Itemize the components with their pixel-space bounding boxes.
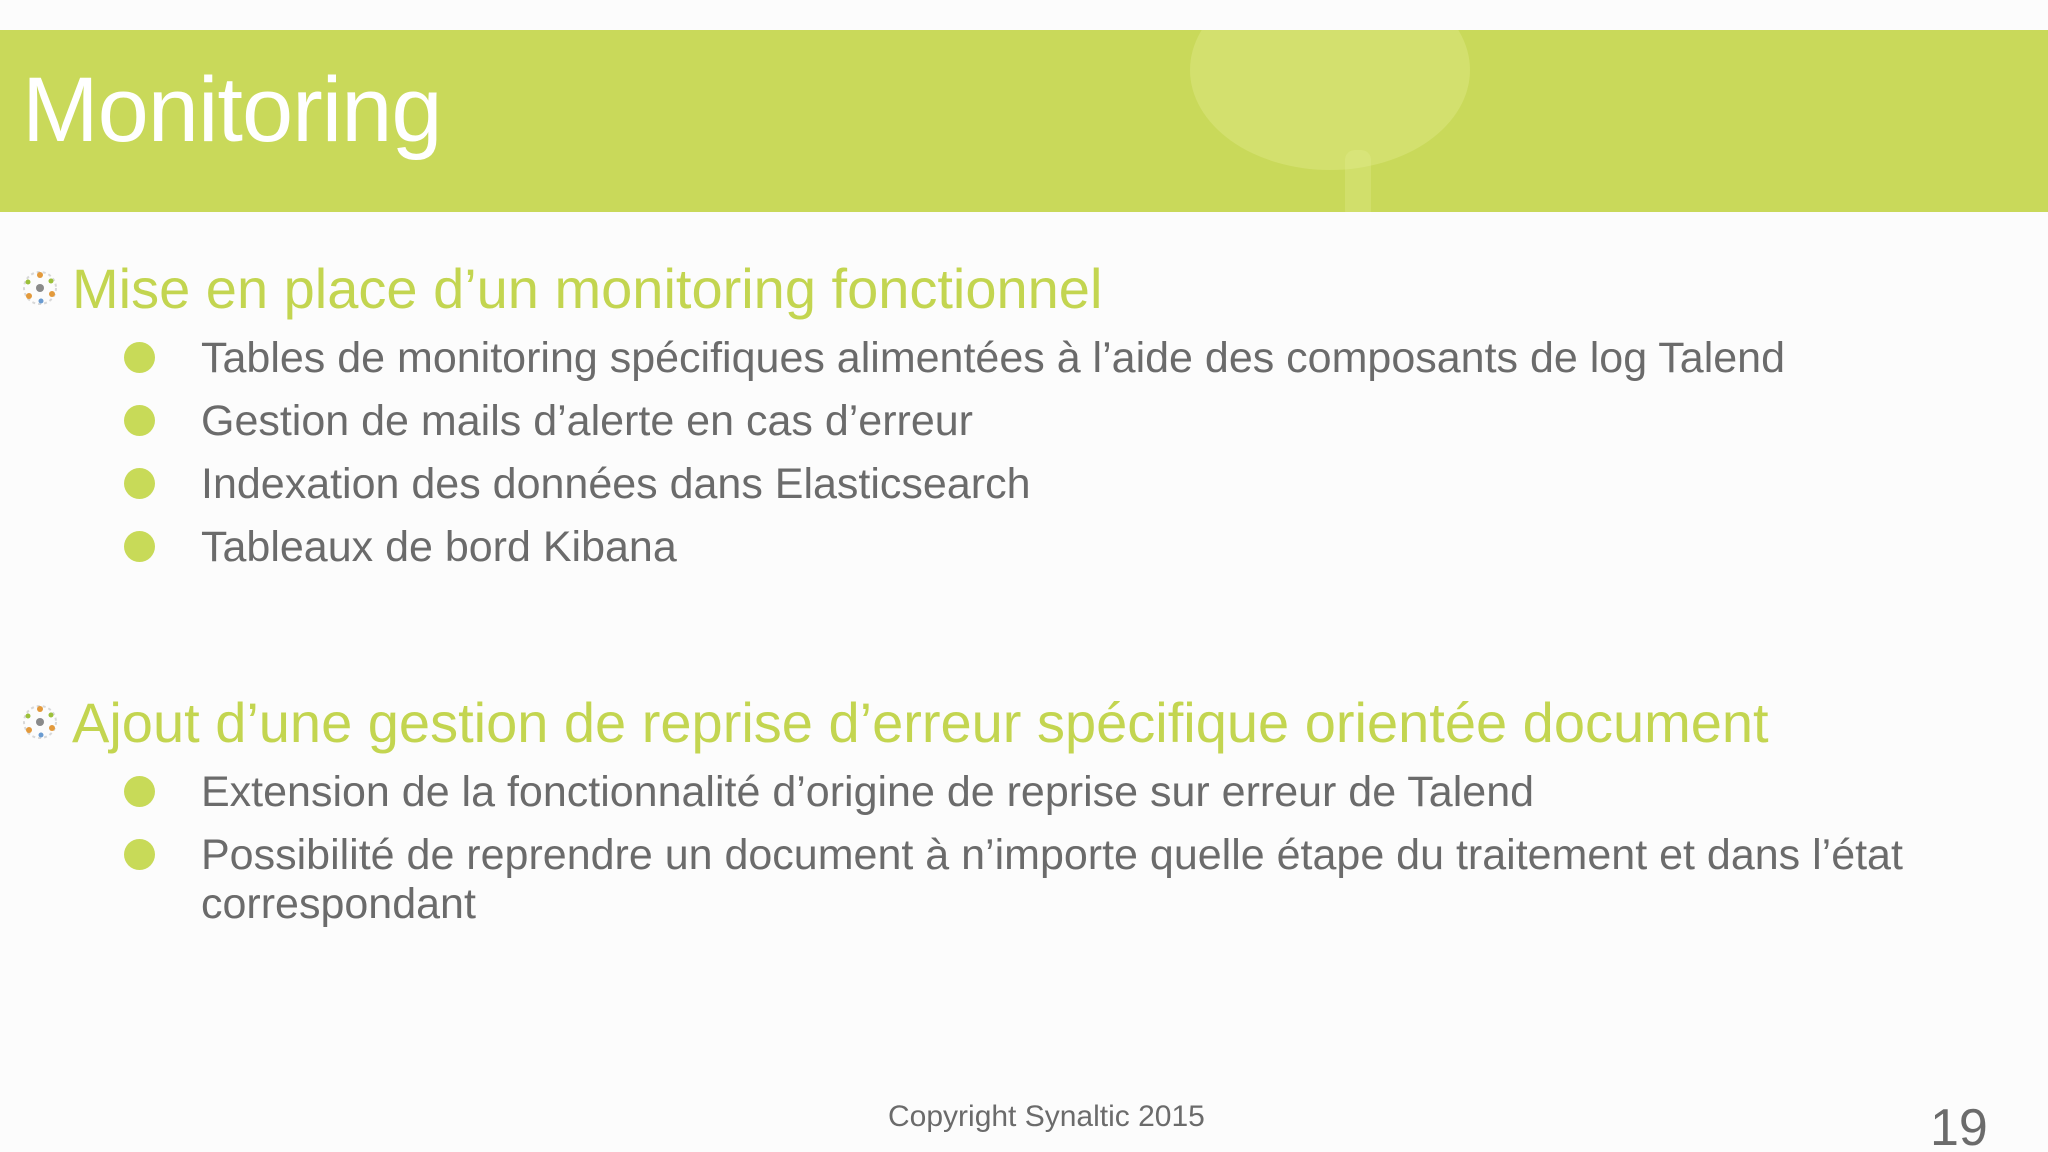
section-heading-row — [20, 690, 2020, 754]
section-heading: Ajout d’une gestion de reprise d’erreur spécifique orientée document — [72, 690, 1769, 754]
header-decoration-stem — [1345, 150, 1371, 212]
bullet-list — [20, 768, 2020, 929]
bullet-text: Tableaux de bord Kibana — [201, 523, 677, 571]
flower-bullet-icon — [20, 268, 60, 308]
bullet-dot-icon — [124, 468, 155, 499]
bullet-list — [20, 334, 2020, 572]
section-monitoring — [20, 256, 2020, 572]
page-number: 19 — [1930, 1099, 1988, 1152]
list-item — [20, 460, 2041, 509]
bullet-dot-icon — [124, 342, 155, 373]
bullet-text: Indexation des données dans Elasticsearch — [201, 460, 1031, 508]
bullet-dot-icon — [124, 405, 155, 436]
bullet-text: Possibilité de reprendre un document à n’importe quelle étape du traitement et dans l’état correspondant — [201, 831, 1903, 928]
flower-bullet-icon — [20, 702, 60, 742]
footer-copyright: Copyright Synaltic 2015 — [888, 1100, 1205, 1133]
bullet-text: Gestion de mails d’alerte en cas d’erreur — [201, 397, 973, 445]
bullet-dot-icon — [124, 531, 155, 562]
section-heading: Mise en place d’un monitoring fonctionnel — [72, 256, 1103, 320]
list-item — [20, 397, 2041, 446]
section-error-recovery — [20, 690, 2020, 929]
bullet-dot-icon — [124, 839, 155, 870]
bullet-text: Tables de monitoring spécifiques alimentées à l’aide des composants de log Talend — [201, 334, 1786, 382]
list-item — [20, 831, 2041, 929]
list-item — [20, 768, 2041, 817]
list-item — [20, 523, 2041, 572]
list-item — [20, 334, 2041, 383]
slide-title: Monitoring — [22, 59, 442, 161]
section-heading-row — [20, 256, 2020, 320]
bullet-dot-icon — [124, 776, 155, 807]
bullet-text: Extension de la fonctionnalité d’origine de reprise sur erreur de Talend — [201, 768, 1535, 816]
header-decoration — [1190, 30, 1470, 170]
